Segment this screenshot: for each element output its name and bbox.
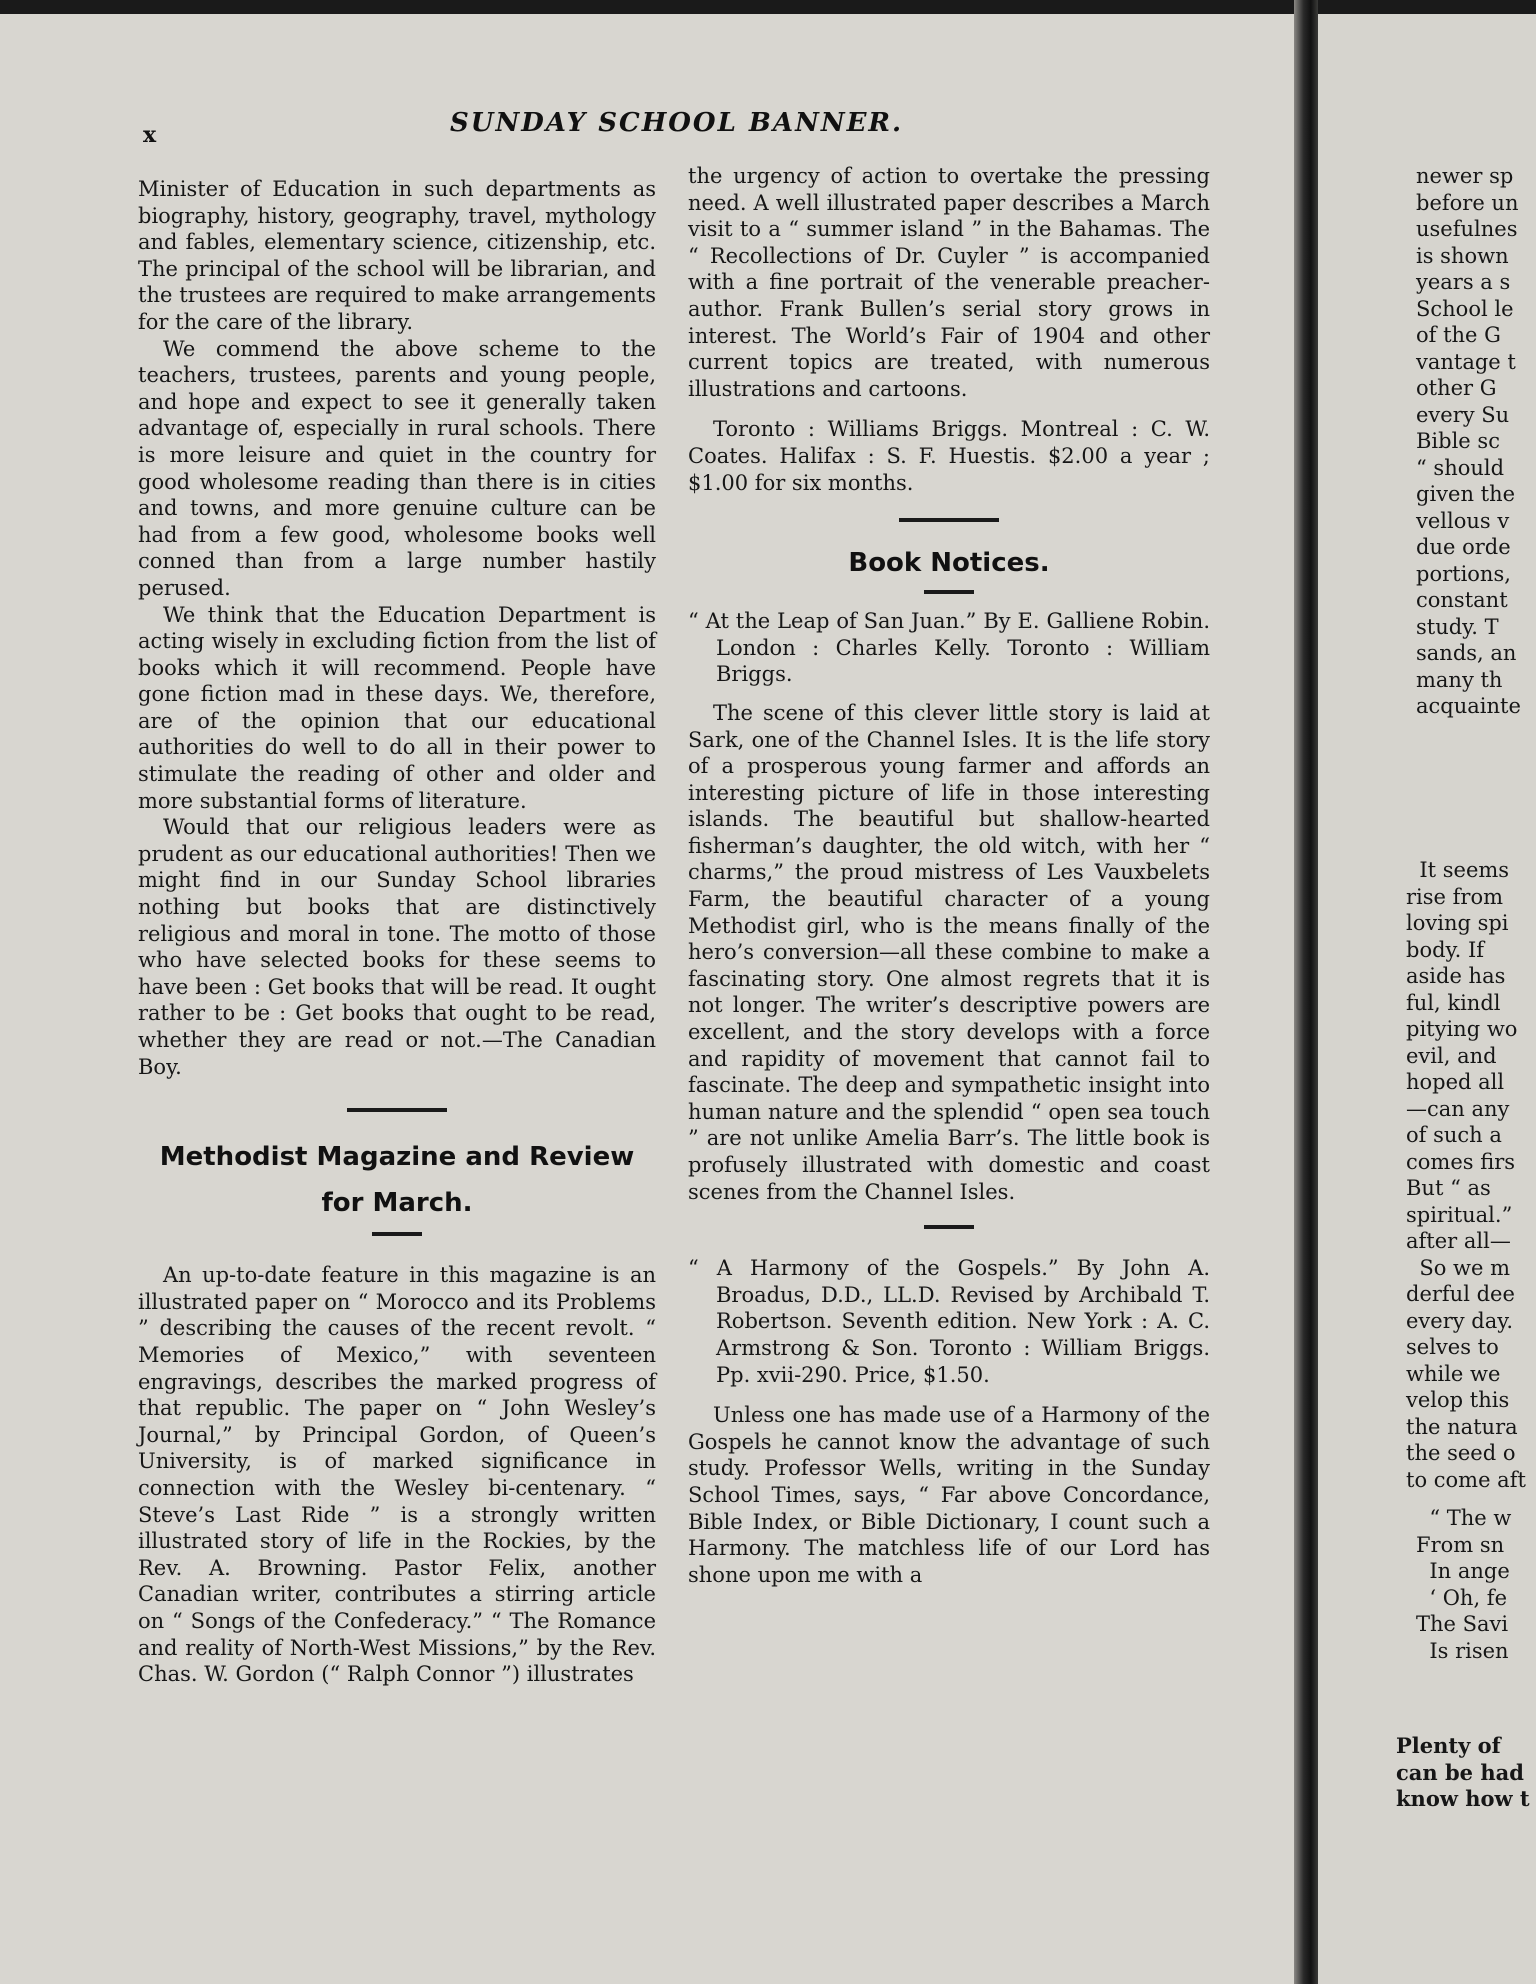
column-left bbox=[138, 176, 656, 1688]
right-page-fragment bbox=[1318, 14, 1536, 1984]
paragraph: Would that our religious leaders were as prudent as our educational authorities! Then we might find in our Sunday School libraries nothing but books that are distinctively religious and moral in tone. The motto of those who have selected books for these seems to have been : Get books that will be read. It ought rather to be : Get books that ought to be read, whether they are read or not.—The Canadian Boy. bbox=[138, 815, 656, 1079]
text-fragment: newer sp before un usefulnes is shown years a s School le of the G vantage t other G every Su Bible sc “ should given the vellous v due orde portions, constant study. T sands, an many th acquainte bbox=[1416, 164, 1521, 718]
paragraph: the urgency of action to overtake the pressing need. A well illustrated paper describes a March visit to a “ summer island ” in the Bahamas. The “ Recollections of Dr. Cuyler ” is accompanied with a fine portrait of the venerable preacher-author. Frank Bullen’s serial story grows in interest. The World’s Fair of 1904 and other current topics are treated, with numerous illustrations and cartoons. bbox=[688, 164, 1210, 401]
book-review: The scene of this clever little story is laid at Sark, one of the Channel Isles. It is the life story of a prosperous young farmer and affords an interesting picture of life in those interesting islands. The beautiful but shallow-hearted fisherman’s daughter, the old witch, with her “ charms,” the proud mistress of Les Vauxbelets Farm, the beautiful character of a young Methodist girl, who is the means finally of the hero’s conversion—all these combine to make a fascinating story. One almost regrets that it is not longer. The writer’s descriptive powers are excellent, and the story develops with a force and rapidity of movement that cannot fail to fascinate. The deep and sympathetic insight into human nature and the splendid “ open sea touch ” are not unlike Amelia Barr’s. The little book is profusely illustrated with domestic and coast scenes from the Channel Isles. bbox=[688, 700, 1210, 1204]
paragraph: Minister of Education in such departments as biography, history, geography, travel, mythology and fables, elementary science, citizenship, etc. The principal of the school will be librarian, and the trustees are required to make arrangements for the care of the library. bbox=[138, 177, 656, 334]
heading-line: for March. bbox=[321, 1188, 473, 1219]
page-number: x bbox=[143, 122, 157, 148]
heading-line: Methodist Magazine and Review bbox=[159, 1142, 635, 1173]
book-review: Unless one has made use of a Harmony of the Gospels he cannot know the advantage of such study. Professor Wells, writing in the Sunday School Times, says, “ Far above Concordance, Bible Index, or Bible Dictionary, I count such a Harmony. The matchless life of our Lord has shone upon me with a bbox=[688, 1403, 1210, 1587]
section-heading bbox=[138, 1134, 656, 1226]
text-fragment: It seems rise from loving spi body. If aside has ful, kindl pitying wo evil, and hoped all —can any of such a comes firs But “ as spiritual.” after all— So we m derful dee every day. selves to while we velop this the natura the seed o to come aft bbox=[1406, 858, 1526, 1492]
publisher-info: Toronto : Williams Briggs. Montreal : C. W. Coates. Halifax : S. F. Huestis. $2.00 a year ; $1.00 for six months. bbox=[688, 417, 1210, 495]
text-fragment: Plenty of can be had know how t bbox=[1396, 1733, 1530, 1811]
running-title: SUNDAY SCHOOL BANNER. bbox=[450, 108, 904, 138]
paragraph: We commend the above scheme to the teachers, trustees, parents and young people, and hope and expect to see it generally taken advantage of, especially in rural schools. There is more leisure and quiet in the country for good wholesome reading than there is in cities and towns, and more genuine culture can be had from a few good, wholesome books well conned than from a large number hastily perused. bbox=[138, 336, 656, 600]
book-citation: “ A Harmony of the Gospels.” By John A. Broadus, D.D., LL.D. Revised by Archibald T. Robertson. Seventh edition. New York : A. C. Armstrong & Son. Toronto : William Briggs. Pp. xvii-290. Price, $1.50. bbox=[688, 1256, 1210, 1387]
column-right bbox=[688, 163, 1210, 1588]
text-fragment: “ The w From sn In ange ‘ Oh, fe The Savi Is risen bbox=[1416, 1506, 1512, 1663]
section-heading: Book Notices. bbox=[848, 548, 1050, 579]
paragraph: We think that the Education Department is acting wisely in excluding fiction from the list of books which it will recommend. People have gone fiction mad in these days. We, therefore, are of the opinion that our educational authorities do well to do all in their power to stimulate the reading of other and older and more substantial forms of literature. bbox=[138, 602, 656, 813]
book-citation: “ At the Leap of San Juan.” By E. Galliene Robin. London : Charles Kelly. Toronto : William Briggs. bbox=[688, 609, 1210, 687]
paragraph: An up-to-date feature in this magazine is an illustrated paper on “ Morocco and its Problems ” describing the causes of the recent revolt. “ Memories of Mexico,” with seventeen engravings, describes the marked progress of that republic. The paper on “ John Wesley’s Journal,” by Principal Gordon, of Queen’s University, is of marked significance in connection with the Wesley bi-centenary. “ Steve’s Last Ride ” is a strongly written illustrated story of life in the Rockies, by the Rev. A. Browning. Pastor Felix, another Canadian writer, contributes a stirring article on “ Songs of the Confederacy.” “ The Romance and reality of North-West Missions,” by the Rev. Chas. W. Gordon (“ Ralph Connor ”) illustrates bbox=[138, 1263, 656, 1687]
book-gutter bbox=[1294, 0, 1318, 1984]
